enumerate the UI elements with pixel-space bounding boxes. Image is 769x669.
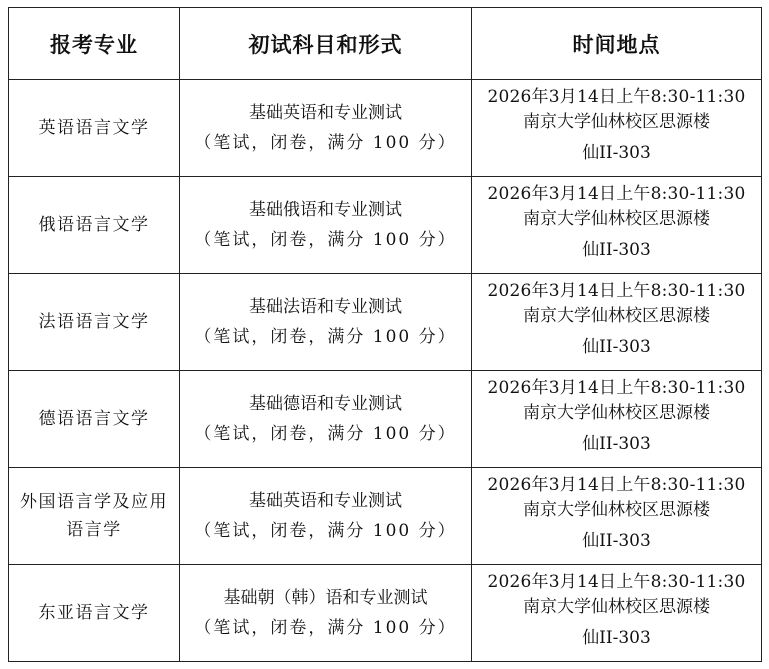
exam-room: 仙II-303 [582, 531, 651, 551]
major-cell: 英语语言文学 [9, 80, 180, 177]
subject-name: 基础法语和专业测试 [249, 297, 402, 317]
exam-format: （笔试，闭卷，满分 100 分） [194, 424, 457, 444]
exam-room: 仙II-303 [582, 240, 651, 260]
major-name-line1: 外国语言学及应用 [20, 492, 168, 512]
exam-format: （笔试，闭卷，满分 100 分） [194, 521, 457, 541]
major-cell: 俄语语言文学 [9, 177, 180, 274]
subject-cell [180, 274, 472, 371]
exam-location: 南京大学仙林校区思源楼 [523, 500, 710, 520]
major-cell: 东亚语言文学 [9, 565, 180, 662]
time-place-cell [472, 468, 762, 565]
exam-location: 南京大学仙林校区思源楼 [523, 209, 710, 229]
exam-location: 南京大学仙林校区思源楼 [523, 112, 710, 132]
exam-format: （笔试，闭卷，满分 100 分） [194, 327, 457, 347]
subject-cell [180, 565, 472, 662]
subject-name: 基础英语和专业测试 [249, 103, 402, 123]
exam-room: 仙II-303 [582, 143, 651, 163]
table-row [9, 565, 762, 662]
table-row [9, 468, 762, 565]
subject-cell [180, 468, 472, 565]
exam-time: 2026年3月14日上午8:30-11:30 [487, 378, 746, 398]
exam-location: 南京大学仙林校区思源楼 [523, 597, 710, 617]
exam-time: 2026年3月14日上午8:30-11:30 [487, 281, 746, 301]
exam-time: 2026年3月14日上午8:30-11:30 [487, 475, 746, 495]
major-cell [9, 468, 180, 565]
exam-time: 2026年3月14日上午8:30-11:30 [487, 87, 746, 107]
time-place-cell [472, 80, 762, 177]
exam-schedule-table [8, 7, 762, 662]
exam-format: （笔试，闭卷，满分 100 分） [194, 230, 457, 250]
table-row [9, 80, 762, 177]
subject-name: 基础俄语和专业测试 [249, 200, 402, 220]
exam-room: 仙II-303 [582, 337, 651, 357]
exam-format: （笔试，闭卷，满分 100 分） [194, 618, 457, 638]
header-time-place: 时间地点 [472, 8, 762, 80]
exam-room: 仙II-303 [582, 434, 651, 454]
subject-name: 基础德语和专业测试 [249, 394, 402, 414]
exam-location: 南京大学仙林校区思源楼 [523, 403, 710, 423]
subject-cell [180, 80, 472, 177]
subject-cell [180, 371, 472, 468]
subject-name: 基础朝（韩）语和专业测试 [223, 588, 428, 608]
exam-time: 2026年3月14日上午8:30-11:30 [487, 184, 746, 204]
time-place-cell [472, 565, 762, 662]
major-cell: 德语语言文学 [9, 371, 180, 468]
table-row [9, 177, 762, 274]
time-place-cell [472, 177, 762, 274]
table-row [9, 274, 762, 371]
time-place-cell [472, 274, 762, 371]
exam-time: 2026年3月14日上午8:30-11:30 [487, 572, 746, 592]
header-major: 报考专业 [9, 8, 180, 80]
exam-location: 南京大学仙林校区思源楼 [523, 306, 710, 326]
subject-name: 基础英语和专业测试 [249, 491, 402, 511]
subject-cell [180, 177, 472, 274]
exam-room: 仙II-303 [582, 628, 651, 648]
table-row [9, 371, 762, 468]
table-header-row [9, 8, 762, 80]
header-subject: 初试科目和形式 [180, 8, 472, 80]
major-name-line2: 语言学 [66, 520, 122, 540]
time-place-cell [472, 371, 762, 468]
exam-format: （笔试，闭卷，满分 100 分） [194, 133, 457, 153]
major-cell: 法语语言文学 [9, 274, 180, 371]
